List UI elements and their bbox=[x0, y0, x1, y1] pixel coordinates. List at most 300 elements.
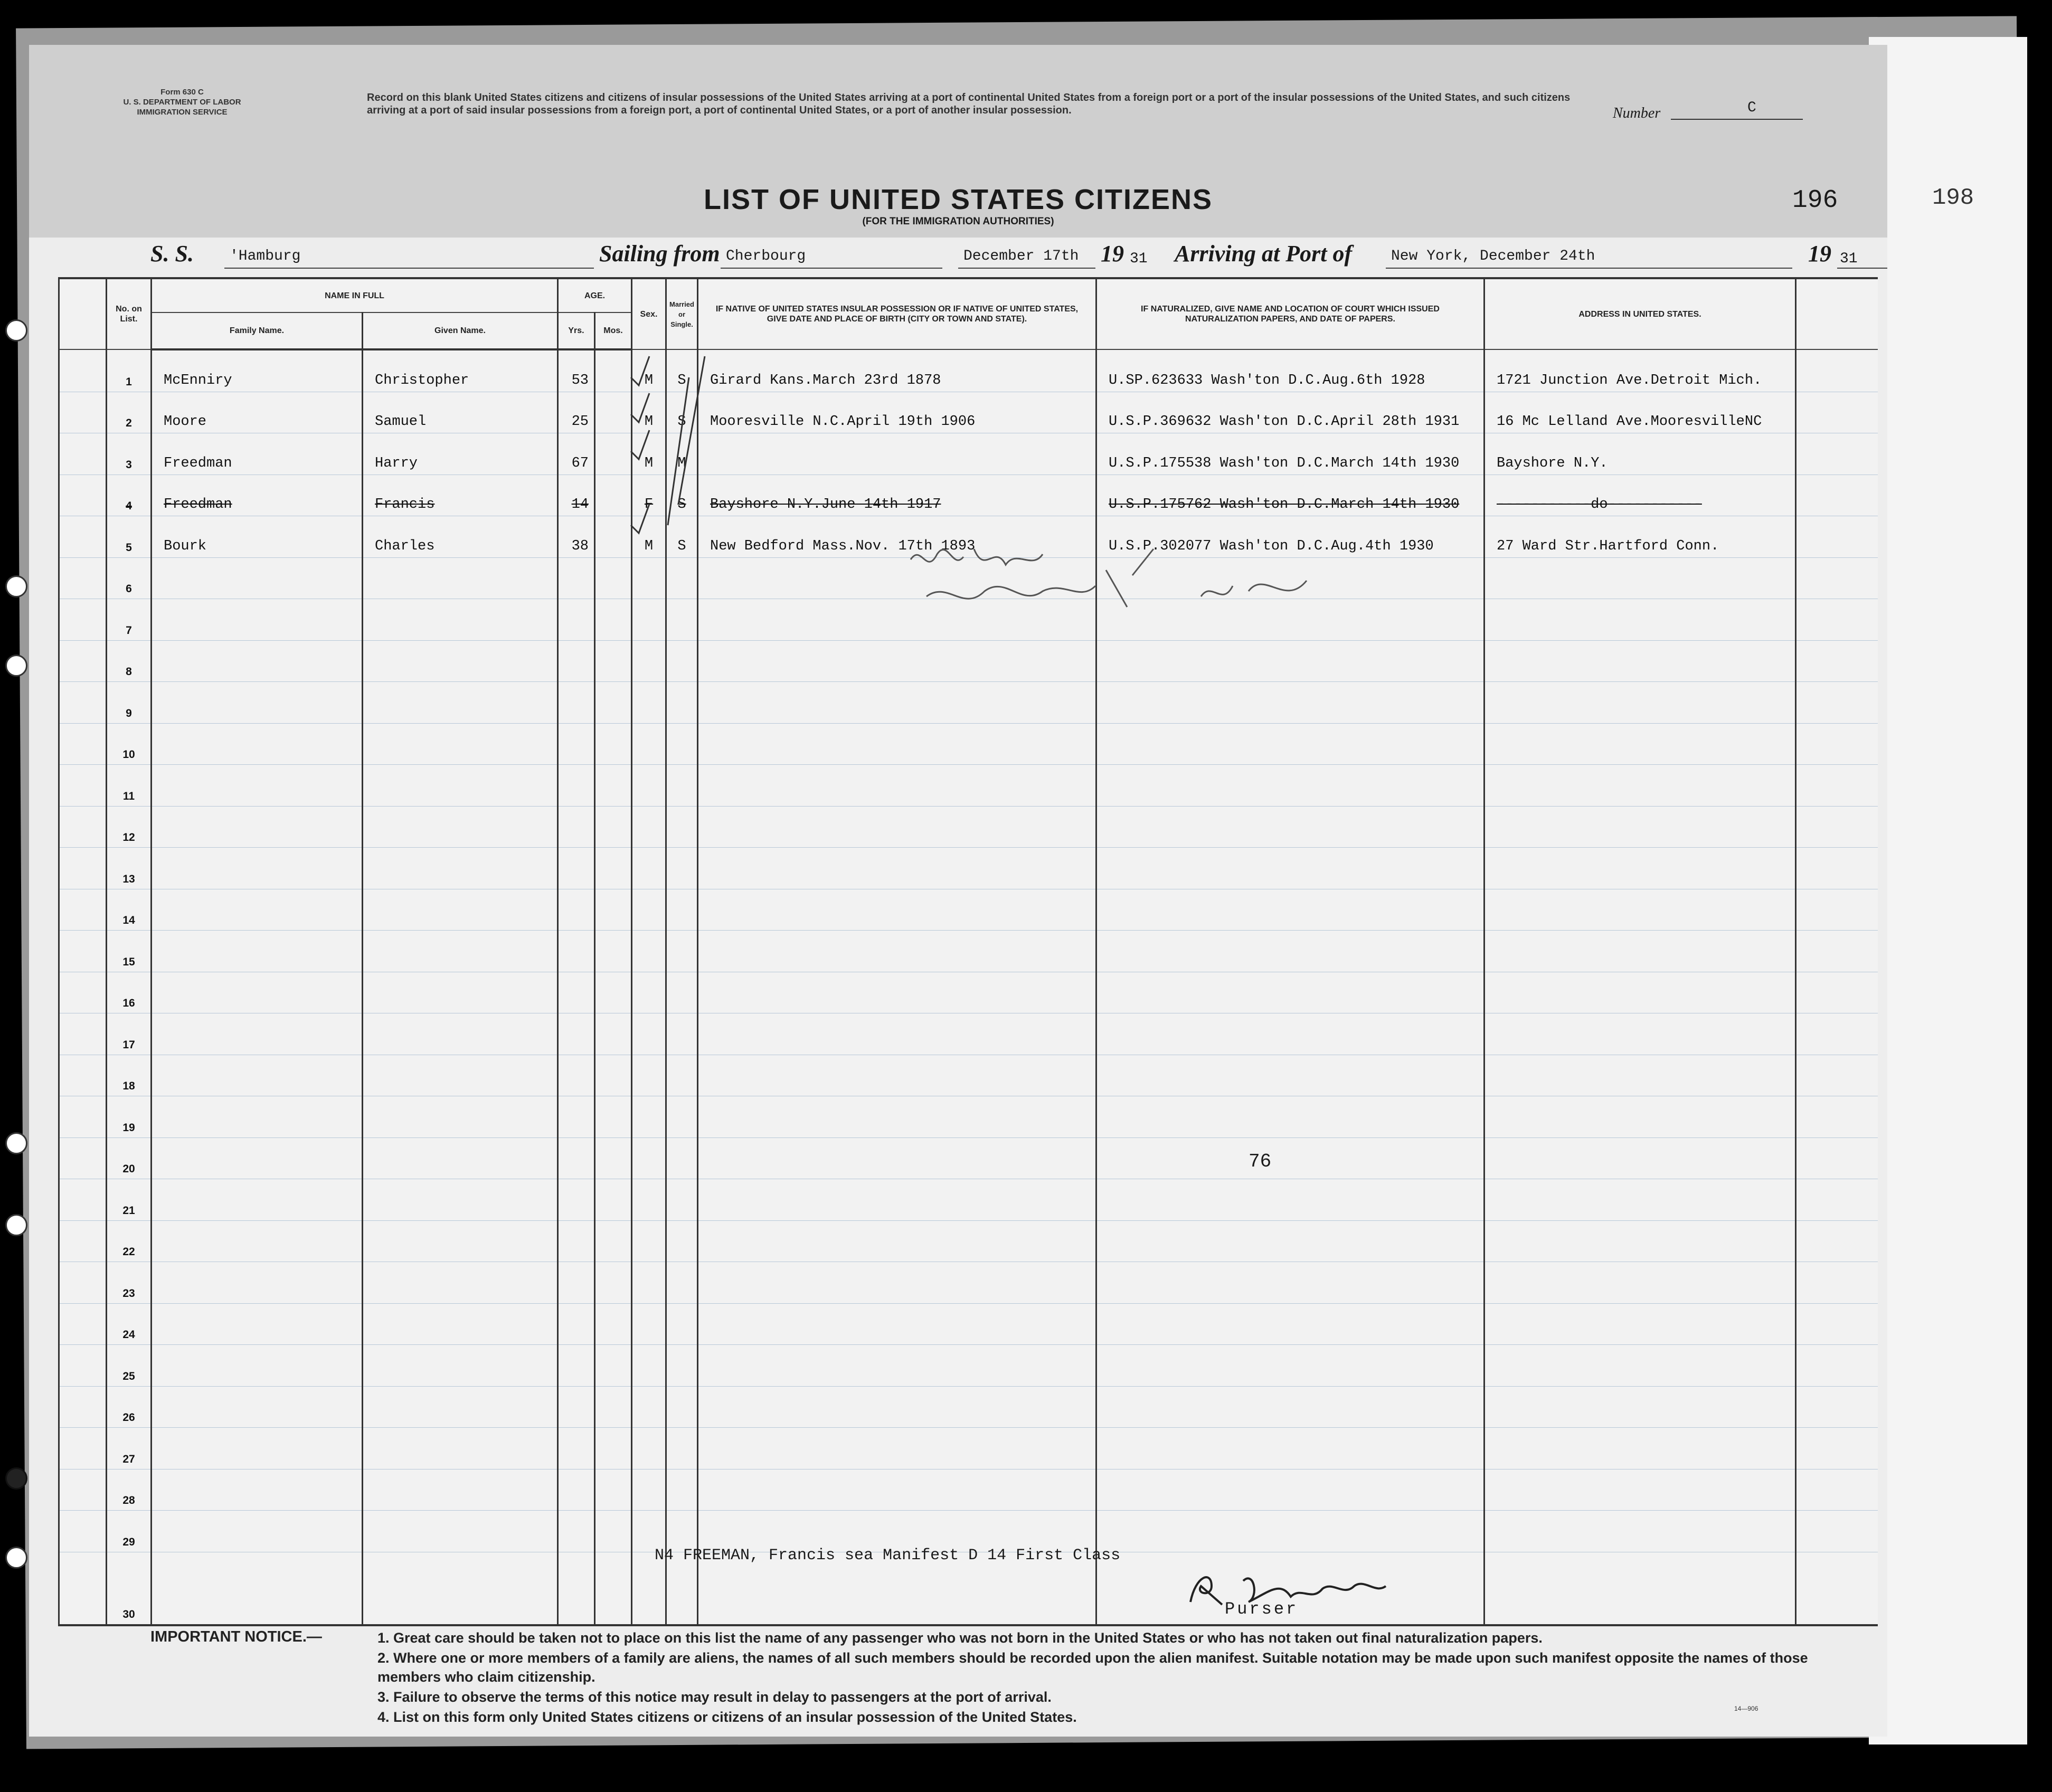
naturalization-info bbox=[1096, 1096, 1484, 1138]
sex bbox=[632, 1220, 666, 1262]
margin-cell bbox=[59, 1055, 107, 1096]
birth-place-date bbox=[698, 1345, 1096, 1387]
family-name bbox=[152, 1511, 363, 1552]
blank-cell bbox=[1796, 392, 1878, 433]
col-header-age: AGE. bbox=[558, 278, 632, 312]
handwritten-annotation bbox=[905, 538, 1338, 644]
sailing-line bbox=[150, 240, 1858, 272]
sex bbox=[632, 848, 666, 889]
margin-cell bbox=[59, 765, 107, 807]
sex bbox=[632, 806, 666, 848]
blank-cell bbox=[1796, 682, 1878, 724]
age-months bbox=[595, 1055, 632, 1096]
age-months bbox=[595, 1220, 632, 1262]
table-row bbox=[59, 972, 1878, 1013]
naturalization-info bbox=[1096, 682, 1484, 724]
date-from-underline bbox=[958, 268, 1095, 269]
table-row bbox=[59, 806, 1878, 848]
col-header-yrs: Yrs. bbox=[558, 312, 595, 349]
table-row bbox=[59, 1013, 1878, 1055]
service-name: IMMIGRATION SERVICE bbox=[137, 108, 228, 117]
age-months bbox=[595, 599, 632, 641]
birth-place-date bbox=[698, 931, 1096, 972]
us-address bbox=[1484, 1511, 1796, 1552]
blank-col-header bbox=[1796, 278, 1878, 349]
row-number: 4 bbox=[107, 475, 152, 516]
naturalization-info bbox=[1096, 1262, 1484, 1304]
margin-cell bbox=[59, 972, 107, 1013]
given-name bbox=[363, 1511, 558, 1552]
us-address bbox=[1484, 1386, 1796, 1428]
family-name: Freedman bbox=[152, 433, 363, 475]
blank-cell bbox=[1796, 931, 1878, 972]
ss-label: S. S. bbox=[150, 241, 194, 267]
family-name bbox=[152, 1179, 363, 1221]
notice-item-4: 4. List on this form only United States citizens or citizens of an insular possession of the United States. bbox=[377, 1709, 1077, 1725]
marital-status bbox=[666, 640, 698, 682]
given-name bbox=[363, 1552, 558, 1625]
birth-place-date bbox=[698, 806, 1096, 848]
table-row bbox=[59, 1469, 1878, 1511]
naturalization-info bbox=[1096, 723, 1484, 765]
sex: M bbox=[632, 433, 666, 475]
marital-status bbox=[666, 765, 698, 807]
margin-cell bbox=[59, 1303, 107, 1345]
table-row bbox=[59, 931, 1878, 972]
blank-cell bbox=[1796, 640, 1878, 682]
given-name bbox=[363, 1055, 558, 1096]
us-address bbox=[1484, 640, 1796, 682]
table-row bbox=[59, 433, 1878, 475]
age-months bbox=[595, 1262, 632, 1304]
marital-status bbox=[666, 599, 698, 641]
margin-cell bbox=[59, 723, 107, 765]
given-name bbox=[363, 1013, 558, 1055]
margin-cell bbox=[59, 1511, 107, 1552]
row-number: 30 bbox=[107, 1552, 152, 1625]
birth-place-date bbox=[698, 1055, 1096, 1096]
margin-number: 76 bbox=[1249, 1151, 1272, 1172]
row-number: 3 bbox=[107, 433, 152, 475]
row-number: 25 bbox=[107, 1345, 152, 1387]
given-name bbox=[363, 1303, 558, 1345]
family-name: Freedman bbox=[152, 475, 363, 516]
us-address: 27 Ward Str.Hartford Conn. bbox=[1484, 516, 1796, 558]
birth-place-date bbox=[698, 723, 1096, 765]
form-number: Form 630 C bbox=[160, 88, 204, 97]
naturalization-info bbox=[1096, 765, 1484, 807]
row-number: 29 bbox=[107, 1511, 152, 1552]
marital-status bbox=[666, 1469, 698, 1511]
marital-status bbox=[666, 1428, 698, 1469]
department-name: U. S. DEPARTMENT OF LABOR bbox=[123, 98, 241, 107]
marital-status: S bbox=[666, 349, 698, 392]
row-number: 11 bbox=[107, 765, 152, 807]
age-years bbox=[558, 806, 595, 848]
row-number: 27 bbox=[107, 1428, 152, 1469]
age-years bbox=[558, 931, 595, 972]
blank-cell bbox=[1796, 433, 1878, 475]
table-row bbox=[59, 640, 1878, 682]
marital-status: M bbox=[666, 433, 698, 475]
year-to-underline bbox=[1837, 268, 1887, 269]
us-address bbox=[1484, 1469, 1796, 1511]
age-years bbox=[558, 1386, 595, 1428]
age-years bbox=[558, 1303, 595, 1345]
birth-place-date: Mooresville N.C.April 19th 1906 bbox=[698, 392, 1096, 433]
sex bbox=[632, 931, 666, 972]
us-address bbox=[1484, 1055, 1796, 1096]
ship-name: 'Hamburg bbox=[230, 248, 301, 264]
row-number: 26 bbox=[107, 1386, 152, 1428]
purser-label: Purser bbox=[1225, 1599, 1299, 1619]
family-name: Bourk bbox=[152, 516, 363, 558]
blank-cell bbox=[1796, 1055, 1878, 1096]
col-header-naturalized: IF NATURALIZED, GIVE NAME AND LOCATION OF COURT WHICH ISSUED NATURALIZATION PAPERS, AND DATE OF PAPERS. bbox=[1096, 278, 1484, 349]
family-name: Moore bbox=[152, 392, 363, 433]
family-name bbox=[152, 1220, 363, 1262]
col-header-family: Family Name. bbox=[152, 312, 363, 349]
blank-cell bbox=[1796, 1220, 1878, 1262]
naturalization-info bbox=[1096, 1179, 1484, 1221]
age-years bbox=[558, 1013, 595, 1055]
blank-cell bbox=[1796, 475, 1878, 516]
margin-cell bbox=[59, 1179, 107, 1221]
row-number: 16 bbox=[107, 972, 152, 1013]
row-number: 17 bbox=[107, 1013, 152, 1055]
marital-status bbox=[666, 1386, 698, 1428]
birth-place-date bbox=[698, 765, 1096, 807]
sex bbox=[632, 889, 666, 931]
birth-place-date bbox=[698, 1262, 1096, 1304]
notice-item-3: 3. Failure to observe the terms of this notice may result in delay to passengers at the port of arrival. bbox=[377, 1689, 1052, 1705]
naturalization-info: U.SP.623633 Wash'ton D.C.Aug.6th 1928 bbox=[1096, 349, 1484, 392]
age-months bbox=[595, 682, 632, 724]
age-years bbox=[558, 599, 595, 641]
row-number: 23 bbox=[107, 1262, 152, 1304]
col-header-no: No. on List. bbox=[107, 278, 152, 349]
col-header-mos: Mos. bbox=[595, 312, 632, 349]
sex bbox=[632, 1096, 666, 1138]
marital-status bbox=[666, 1013, 698, 1055]
given-name bbox=[363, 1469, 558, 1511]
given-name: Samuel bbox=[363, 392, 558, 433]
family-name bbox=[152, 931, 363, 972]
us-address bbox=[1484, 806, 1796, 848]
table-row bbox=[59, 889, 1878, 931]
marital-status: S bbox=[666, 475, 698, 516]
sex bbox=[632, 1511, 666, 1552]
us-address bbox=[1484, 723, 1796, 765]
margin-cell bbox=[59, 889, 107, 931]
birth-place-date bbox=[698, 1511, 1096, 1552]
given-name bbox=[363, 682, 558, 724]
row-number: 2 bbox=[107, 392, 152, 433]
family-name bbox=[152, 1552, 363, 1625]
blank-cell bbox=[1796, 1552, 1878, 1625]
row-number: 21 bbox=[107, 1179, 152, 1221]
port-to-underline bbox=[1386, 268, 1792, 269]
sex bbox=[632, 682, 666, 724]
blank-cell bbox=[1796, 848, 1878, 889]
birth-place-date bbox=[698, 682, 1096, 724]
marital-status: S bbox=[666, 516, 698, 558]
given-name bbox=[363, 1096, 558, 1138]
table-row bbox=[59, 682, 1878, 724]
us-address bbox=[1484, 682, 1796, 724]
margin-cell bbox=[59, 1469, 107, 1511]
marital-status bbox=[666, 557, 698, 599]
family-name bbox=[152, 1013, 363, 1055]
col-header-name: NAME IN FULL bbox=[152, 278, 558, 312]
marital-status bbox=[666, 682, 698, 724]
binder-hole-icon bbox=[5, 655, 27, 677]
margin-cell bbox=[59, 931, 107, 972]
notice-item-2: 2. Where one or more members of a family are aliens, the names of all such members should be recorded upon the alien manifest. Suitable notation may be made upon such manifest opposite the names of those members who claim citizenship. bbox=[377, 1650, 1808, 1685]
age-years bbox=[558, 1511, 595, 1552]
blank-cell bbox=[1796, 1303, 1878, 1345]
family-name bbox=[152, 1386, 363, 1428]
age-months bbox=[595, 1096, 632, 1138]
table-row bbox=[59, 1055, 1878, 1096]
table-row bbox=[59, 723, 1878, 765]
birth-place-date: Bayshore N.Y.June 14th 1917 bbox=[698, 475, 1096, 516]
binder-hole-icon bbox=[5, 319, 27, 342]
row-number: 19 bbox=[107, 1096, 152, 1138]
binder-hole-icon bbox=[5, 1547, 27, 1569]
naturalization-info bbox=[1096, 1220, 1484, 1262]
marital-status bbox=[666, 1511, 698, 1552]
marital-status bbox=[666, 1137, 698, 1179]
family-name bbox=[152, 1096, 363, 1138]
age-months bbox=[595, 1345, 632, 1387]
naturalization-info bbox=[1096, 1137, 1484, 1179]
table-row bbox=[59, 1386, 1878, 1428]
age-months bbox=[595, 848, 632, 889]
notice-item-1: 1. Great care should be taken not to place on this list the name of any passenger who was not born in the United States or who has not taken out final naturalization papers. bbox=[377, 1630, 1543, 1646]
age-years bbox=[558, 1055, 595, 1096]
table-row bbox=[59, 475, 1878, 516]
given-name bbox=[363, 599, 558, 641]
adjacent-page bbox=[1869, 37, 2027, 1744]
given-name bbox=[363, 1428, 558, 1469]
table-row bbox=[59, 1511, 1878, 1552]
blank-cell bbox=[1796, 1179, 1878, 1221]
row-number: 24 bbox=[107, 1303, 152, 1345]
row-number: 6 bbox=[107, 557, 152, 599]
margin-cell bbox=[59, 640, 107, 682]
table-row bbox=[59, 392, 1878, 433]
margin-cell bbox=[59, 557, 107, 599]
age-months bbox=[595, 1013, 632, 1055]
blank-cell bbox=[1796, 1511, 1878, 1552]
birth-place-date bbox=[698, 1428, 1096, 1469]
naturalization-info bbox=[1096, 848, 1484, 889]
marital-status bbox=[666, 1179, 698, 1221]
row-number: 14 bbox=[107, 889, 152, 931]
given-name: Harry bbox=[363, 433, 558, 475]
us-address bbox=[1484, 1345, 1796, 1387]
row-number: 22 bbox=[107, 1220, 152, 1262]
blank-cell bbox=[1796, 806, 1878, 848]
sex: M bbox=[632, 392, 666, 433]
naturalization-info bbox=[1096, 1303, 1484, 1345]
birth-place-date bbox=[698, 848, 1096, 889]
ship-underline bbox=[224, 268, 594, 269]
table-row bbox=[59, 1345, 1878, 1387]
family-name bbox=[152, 640, 363, 682]
given-name bbox=[363, 806, 558, 848]
naturalization-info bbox=[1096, 931, 1484, 972]
marital-status bbox=[666, 1096, 698, 1138]
naturalization-info: U.S.P.175538 Wash'ton D.C.March 14th 1930 bbox=[1096, 433, 1484, 475]
naturalization-info: U.S.P.369632 Wash'ton D.C.April 28th 1931 bbox=[1096, 392, 1484, 433]
table-row bbox=[59, 848, 1878, 889]
age-months bbox=[595, 1469, 632, 1511]
margin-cell bbox=[59, 682, 107, 724]
blank-cell bbox=[1796, 889, 1878, 931]
number-label: Number bbox=[1613, 105, 1661, 121]
family-name bbox=[152, 599, 363, 641]
blank-cell bbox=[1796, 1137, 1878, 1179]
citizens-table bbox=[58, 277, 1878, 1626]
page-title: LIST OF UNITED STATES CITIZENS bbox=[704, 184, 1213, 215]
age-months bbox=[595, 972, 632, 1013]
age-years bbox=[558, 1220, 595, 1262]
blank-cell bbox=[1796, 599, 1878, 641]
margin-cell bbox=[59, 1137, 107, 1179]
table-row bbox=[59, 1428, 1878, 1469]
age-years bbox=[558, 1469, 595, 1511]
birth-place-date bbox=[698, 1137, 1096, 1179]
table-row bbox=[59, 1303, 1878, 1345]
birth-place-date: New Bedford Mass.Nov. 17th 1893 bbox=[698, 516, 1096, 558]
birth-place-date bbox=[698, 1013, 1096, 1055]
port-from-underline bbox=[721, 268, 942, 269]
marital-status bbox=[666, 889, 698, 931]
form-instructions: Record on this blank United States citizens and citizens of insular possessions of the United States arriving at a port of continental United States from a foreign port or a port of the insular possessions of the United States, and such citizens arriving at a port of said insular possessions from a foreign port, a port of continental United States, or a port of another insular possession. bbox=[367, 92, 1571, 116]
row-number: 10 bbox=[107, 723, 152, 765]
row-number: 5 bbox=[107, 516, 152, 558]
row-number: 28 bbox=[107, 1469, 152, 1511]
number-value: C bbox=[1747, 100, 1756, 116]
us-address bbox=[1484, 1552, 1796, 1625]
margin-cell bbox=[59, 475, 107, 516]
sex bbox=[632, 1013, 666, 1055]
margin-cell bbox=[59, 1096, 107, 1138]
age-months bbox=[595, 1386, 632, 1428]
age-years bbox=[558, 1262, 595, 1304]
margin-col-header bbox=[59, 278, 107, 349]
naturalization-info bbox=[1096, 972, 1484, 1013]
margin-cell bbox=[59, 1345, 107, 1387]
family-name: McEnniry bbox=[152, 349, 363, 392]
sex bbox=[632, 1179, 666, 1221]
naturalization-info bbox=[1096, 806, 1484, 848]
age-years: 67 bbox=[558, 433, 595, 475]
birth-place-date bbox=[698, 1303, 1096, 1345]
given-name bbox=[363, 1220, 558, 1262]
adjacent-page-number: 198 bbox=[1932, 185, 1974, 211]
given-name bbox=[363, 1345, 558, 1387]
sex bbox=[632, 1137, 666, 1179]
age-years bbox=[558, 972, 595, 1013]
check-marks bbox=[626, 346, 731, 536]
check-mark-3 bbox=[631, 430, 649, 459]
family-name bbox=[152, 1345, 363, 1387]
blank-cell bbox=[1796, 349, 1878, 392]
check-mark-2 bbox=[631, 393, 649, 422]
age-years bbox=[558, 557, 595, 599]
naturalization-info bbox=[1096, 1386, 1484, 1428]
us-address bbox=[1484, 599, 1796, 641]
family-name bbox=[152, 1469, 363, 1511]
birth-place-date bbox=[698, 1469, 1096, 1511]
row-number: 9 bbox=[107, 682, 152, 724]
age-years: 38 bbox=[558, 516, 595, 558]
marital-status bbox=[666, 806, 698, 848]
marital-status bbox=[666, 1055, 698, 1096]
age-years bbox=[558, 889, 595, 931]
age-months bbox=[595, 1303, 632, 1345]
sex bbox=[632, 1428, 666, 1469]
age-years bbox=[558, 1552, 595, 1625]
family-name bbox=[152, 1055, 363, 1096]
row-number: 12 bbox=[107, 806, 152, 848]
given-name bbox=[363, 1137, 558, 1179]
blank-cell bbox=[1796, 1096, 1878, 1138]
us-address bbox=[1484, 931, 1796, 972]
margin-cell bbox=[59, 433, 107, 475]
given-name bbox=[363, 1179, 558, 1221]
year-from: 31 bbox=[1130, 251, 1148, 267]
row-number: 18 bbox=[107, 1055, 152, 1096]
row-number: 8 bbox=[107, 640, 152, 682]
age-years: 25 bbox=[558, 392, 595, 433]
us-address bbox=[1484, 889, 1796, 931]
birth-place-date bbox=[698, 1096, 1096, 1138]
birth-place-date bbox=[698, 1220, 1096, 1262]
age-years bbox=[558, 765, 595, 807]
margin-cell bbox=[59, 599, 107, 641]
blank-cell bbox=[1796, 723, 1878, 765]
birth-place-date: Girard Kans.March 23rd 1878 bbox=[698, 349, 1096, 392]
naturalization-info bbox=[1096, 1345, 1484, 1387]
check-stroke-long-2 bbox=[678, 356, 705, 504]
binder-hole-icon bbox=[5, 1132, 27, 1154]
given-name: Charles bbox=[363, 516, 558, 558]
given-name: Christopher bbox=[363, 349, 558, 392]
sex bbox=[632, 765, 666, 807]
us-address bbox=[1484, 1220, 1796, 1262]
number-underline bbox=[1671, 119, 1803, 120]
page-subtitle: (FOR THE IMMIGRATION AUTHORITIES) bbox=[862, 216, 1054, 227]
family-name bbox=[152, 806, 363, 848]
birth-place-date bbox=[698, 1386, 1096, 1428]
age-months bbox=[595, 557, 632, 599]
year-from-prefix: 19 bbox=[1101, 241, 1124, 267]
col-header-sex: Sex. bbox=[632, 278, 666, 349]
margin-cell bbox=[59, 848, 107, 889]
birth-place-date bbox=[698, 433, 1096, 475]
family-name bbox=[152, 765, 363, 807]
age-years bbox=[558, 1428, 595, 1469]
given-name bbox=[363, 1386, 558, 1428]
age-months bbox=[595, 723, 632, 765]
marital-status bbox=[666, 1262, 698, 1304]
blank-cell bbox=[1796, 765, 1878, 807]
binder-hole-icon bbox=[5, 575, 27, 598]
